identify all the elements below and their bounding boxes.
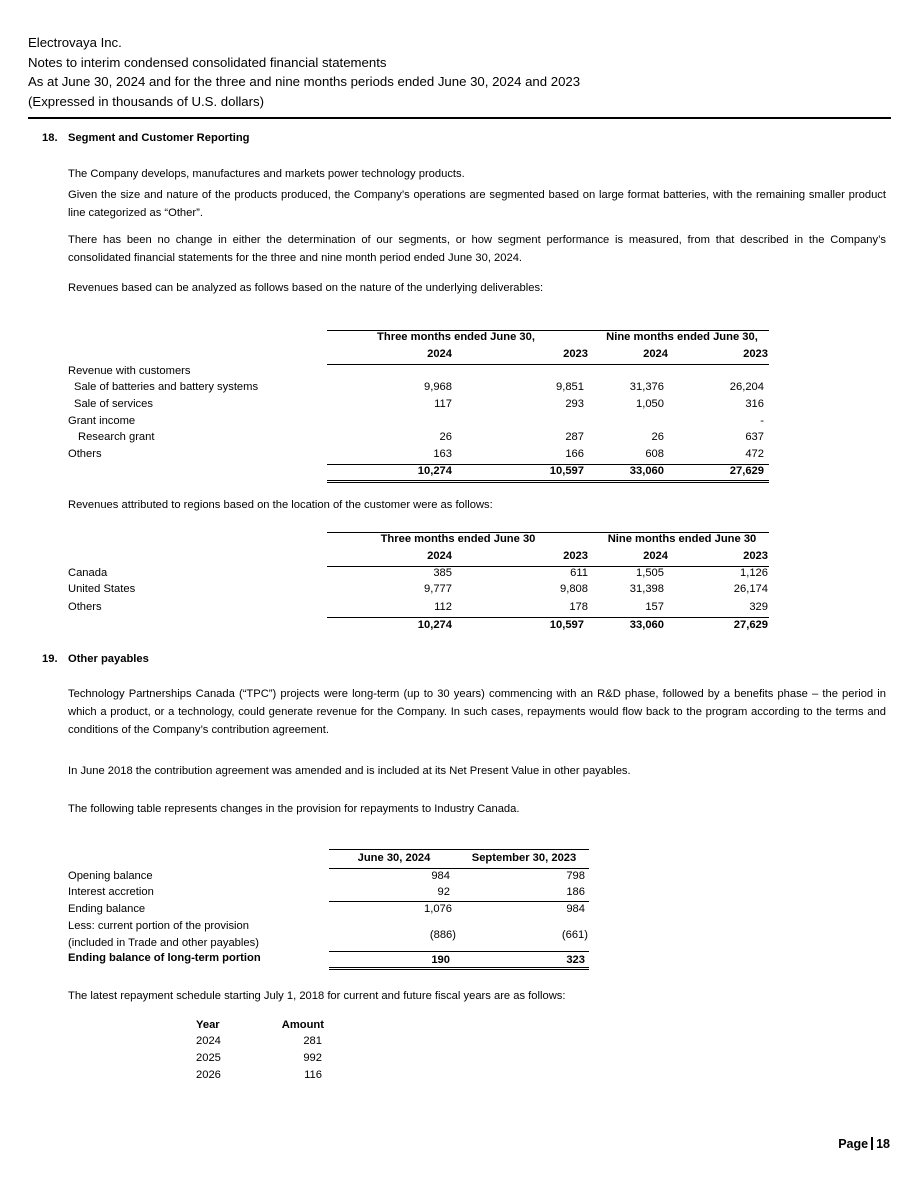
company-name: Electrovaya Inc.	[28, 35, 122, 50]
row-label-canada: Canada	[68, 567, 108, 579]
header-bottom-rule	[329, 868, 589, 869]
section-19-paragraph-2: In June 2018 the contribution agreement was amended and is included at its Net Present Value in other payables.	[68, 765, 631, 777]
table-cell: 611	[570, 567, 588, 579]
schedule-amount: 116	[304, 1069, 322, 1081]
table-top-rule	[329, 849, 589, 850]
header-bottom-rule	[327, 566, 769, 567]
schedule-amount: 992	[303, 1052, 322, 1064]
table-cell: 26,174	[733, 583, 768, 595]
schedule-year: 2025	[196, 1052, 221, 1064]
total-cell: 323	[566, 954, 585, 966]
table-cell: 157	[645, 601, 664, 613]
column-year: 2024	[427, 550, 452, 562]
row-label-grant-income: Grant income	[68, 415, 136, 427]
table-cell: 163	[433, 448, 452, 460]
table-cell: 26,204	[729, 381, 764, 393]
total-cell: 27,629	[729, 465, 764, 477]
schedule-amount: 281	[303, 1035, 322, 1047]
row-label-opening-balance: Opening balance	[68, 870, 153, 882]
row-label-interest-accretion: Interest accretion	[68, 886, 154, 898]
table-cell: 9,777	[424, 583, 452, 595]
table-cell: 316	[745, 398, 764, 410]
row-label-others: Others	[68, 448, 102, 460]
total-cell: 190	[431, 954, 450, 966]
header-bottom-rule	[327, 364, 769, 365]
table-cell: 637	[745, 431, 764, 443]
statement-subtitle: Notes to interim condensed consolidated financial statements	[28, 54, 387, 70]
table-cell: 117	[434, 398, 452, 410]
total-cell: 27,629	[733, 619, 768, 631]
section-19-number: 19.	[42, 653, 58, 665]
section-19-paragraph-1: Technology Partnerships Canada (“TPC”) projects were long-term (up to 30 years) commencing with an R&D phase, followed by a benefits phase – the period in which a product, or a technology, could generate revenue for the Company. In such cases, repayments would flow back to the program according to the terms and conditions of the Company’s contribution agreement.	[68, 688, 886, 736]
section-19-paragraph-3: The following table represents changes in the provision for repayments to Industry Canada.	[68, 803, 520, 815]
table-cell: 472	[745, 448, 764, 460]
section-19-paragraph-4: The latest repayment schedule starting July 1, 2018 for current and future fiscal years are as follows:	[68, 990, 566, 1002]
statement-period: As at June 30, 2024 and for the three and nine months periods ended June 30, 2024 and 2023	[28, 74, 581, 90]
section-18-paragraph-4: Revenues based can be analyzed as follows based on the nature of the underlying deliverables:	[68, 282, 544, 294]
currency-note: (Expressed in thousands of U.S. dollars)	[28, 93, 265, 109]
table-cell: 1,505	[636, 567, 664, 579]
total-double-rule	[329, 967, 589, 970]
column-june-2024: June 30, 2024	[357, 852, 431, 864]
table-cell: 984	[566, 903, 585, 915]
table-cell: 178	[569, 601, 588, 613]
section-18-paragraph-5: Revenues attributed to regions based on the location of the customer were as follows:	[68, 499, 493, 511]
column-group-nine-months: Nine months ended June 30,	[606, 331, 758, 343]
total-cell: 10,597	[549, 465, 584, 477]
column-year: 2024	[427, 348, 452, 360]
table-cell: 26	[651, 431, 664, 443]
page-number: 18	[876, 1137, 890, 1151]
row-label-others: Others	[68, 601, 102, 613]
table-cell: 9,851	[556, 381, 584, 393]
table-cell: 608	[645, 448, 664, 460]
column-group-nine-months: Nine months ended June 30	[607, 533, 757, 545]
column-year: 2024	[643, 550, 668, 562]
row-label-research-grant: Research grant	[78, 431, 155, 443]
table-cell: 293	[565, 398, 584, 410]
table-cell: 798	[566, 870, 585, 882]
column-year: 2024	[643, 348, 668, 360]
column-september-2023: September 30, 2023	[471, 852, 577, 864]
column-year: 2023	[743, 348, 768, 360]
table-cell: 26	[439, 431, 452, 443]
table-cell: -	[760, 415, 764, 427]
subtotal-rule	[329, 901, 589, 902]
table-cell: 385	[433, 567, 452, 579]
column-amount-header: Amount	[281, 1019, 324, 1031]
section-19-title: Other payables	[68, 653, 149, 665]
schedule-year: 2024	[196, 1035, 221, 1047]
page-separator	[871, 1137, 873, 1150]
row-label-revenue-with-customers: Revenue with customers	[68, 365, 191, 377]
total-top-rule	[327, 617, 769, 618]
table-cell: 984	[431, 870, 450, 882]
table-cell: 1,050	[636, 398, 664, 410]
page-label: Page	[838, 1137, 869, 1151]
document-header	[28, 33, 580, 111]
table-cell: 166	[565, 448, 584, 460]
section-18-paragraph-2: Given the size and nature of the products produced, the Company’s operations are segmented based on large format batteries, with the remaining smaller product line categorized as “Other”.	[68, 189, 886, 219]
header-divider	[28, 117, 891, 119]
table-cell: 9,968	[424, 381, 452, 393]
section-18-title: Segment and Customer Reporting	[68, 132, 250, 144]
table-cell: 287	[565, 431, 584, 443]
total-top-rule	[327, 464, 769, 465]
section-18-heading	[42, 132, 250, 144]
row-label-ending-balance: Ending balance	[68, 903, 146, 915]
table-cell: 112	[434, 601, 452, 613]
section-18-number: 18.	[42, 132, 58, 144]
total-cell: 33,060	[629, 619, 664, 631]
table-cell: 329	[749, 601, 768, 613]
row-label-long-term-portion: Ending balance of long-term portion	[68, 952, 261, 964]
table-cell: 9,808	[560, 583, 588, 595]
column-year: 2023	[563, 348, 588, 360]
table-cell: 31,398	[629, 583, 664, 595]
total-top-rule	[329, 951, 589, 952]
column-year-header: Year	[196, 1019, 220, 1031]
column-group-three-months: Three months ended June 30,	[377, 331, 535, 343]
total-cell: 10,597	[549, 619, 584, 631]
table-cell: 92	[437, 886, 450, 898]
section-18-paragraph-1: The Company develops, manufactures and markets power technology products.	[68, 168, 465, 180]
section-18-paragraph-3: There has been no change in either the determination of our segments, or how segment performance is measured, from that described in the Company’s consolidated financial statements for the three and nine month period ended June 30, 2024.	[68, 234, 886, 264]
table-cell: (886)	[429, 929, 456, 941]
row-label-sale-of-services: Sale of services	[74, 398, 153, 410]
total-cell: 33,060	[629, 465, 664, 477]
column-year: 2023	[743, 550, 768, 562]
row-label-less-current-portion: Less: current portion of the provision	[68, 920, 249, 932]
table-cell: 186	[566, 886, 585, 898]
row-label-sale-of-batteries: Sale of batteries and battery systems	[74, 381, 259, 393]
row-label-less-current-portion-note: (included in Trade and other payables)	[68, 937, 259, 949]
table-cell: 31,376	[629, 381, 664, 393]
total-double-rule	[327, 480, 769, 483]
total-cell: 10,274	[417, 465, 452, 477]
column-group-three-months: Three months ended June 30	[380, 533, 536, 545]
row-label-united-states: United States	[68, 583, 136, 595]
page-footer	[838, 1137, 890, 1151]
schedule-year: 2026	[196, 1069, 221, 1081]
column-year: 2023	[563, 550, 588, 562]
section-19-heading	[42, 653, 149, 665]
table-cell: (661)	[561, 929, 588, 941]
table-cell: 1,126	[740, 567, 768, 579]
table-cell: 1,076	[424, 903, 452, 915]
total-cell: 10,274	[417, 619, 452, 631]
